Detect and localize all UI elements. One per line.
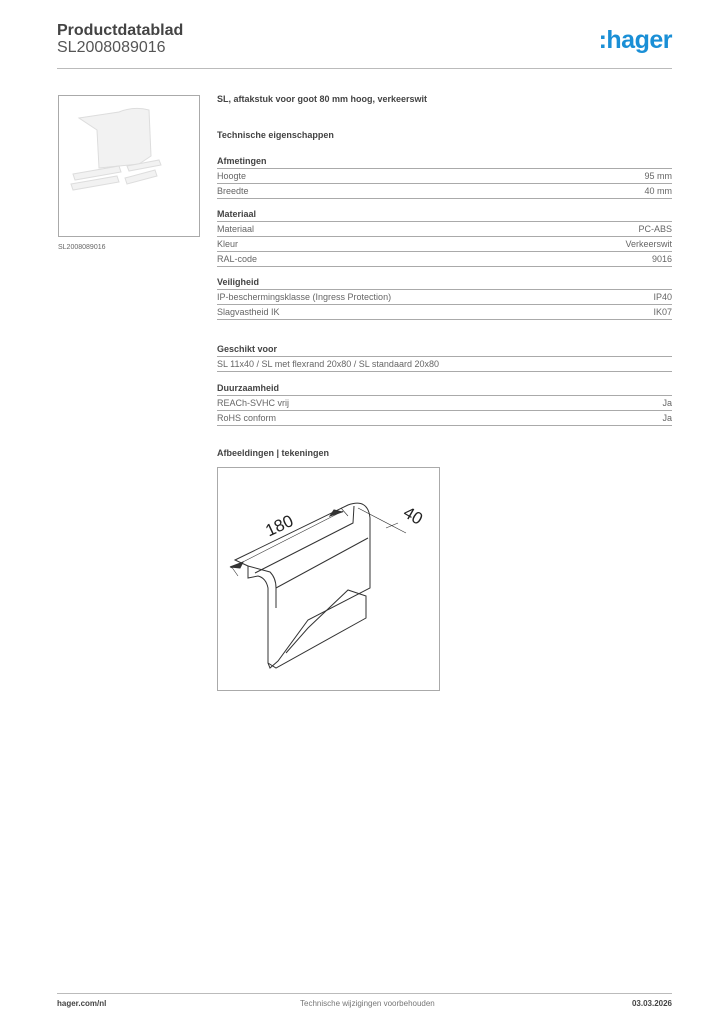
row-label: SL 11x40 / SL met flexrand 20x80 / SL standaard 20x80 [217, 359, 439, 369]
row-label: Kleur [217, 239, 239, 249]
section-title: Duurzaamheid [217, 381, 672, 396]
table-row [217, 290, 672, 305]
footer-divider [57, 993, 672, 994]
row-value: 40 mm [644, 186, 672, 196]
table-row [217, 252, 672, 267]
table-row [217, 222, 672, 237]
technical-drawing [217, 467, 440, 691]
row-value: IK07 [653, 307, 672, 317]
section-materiaal [217, 207, 672, 267]
table-row [217, 357, 672, 372]
dimension-width: 40 [400, 502, 426, 529]
product-image [58, 95, 200, 237]
table-row [217, 411, 672, 426]
row-label: Hoogte [217, 171, 247, 181]
footer-notice: Technische wijzigingen voorbehouden [300, 999, 435, 1008]
row-label: RAL-code [217, 254, 258, 264]
tech-heading: Technische eigenschappen [217, 130, 334, 140]
row-label: Materiaal [217, 224, 255, 234]
row-label: IP-beschermingsklasse (Ingress Protection) [217, 292, 392, 302]
row-value: Verkeerswit [625, 239, 672, 249]
section-veiligheid [217, 275, 672, 320]
row-value: IP40 [653, 292, 672, 302]
row-label: RoHS conform [217, 413, 277, 423]
dimension-length: 180 [262, 511, 297, 541]
section-afmetingen [217, 154, 672, 199]
row-value: PC-ABS [638, 224, 672, 234]
table-row [217, 305, 672, 320]
table-row [217, 184, 672, 199]
hager-logo: :hager [598, 26, 672, 54]
product-id: SL2008089016 [57, 39, 166, 56]
section-title: Afmetingen [217, 154, 672, 169]
row-label: Slagvastheid IK [217, 307, 280, 317]
section-title: Geschikt voor [217, 342, 672, 357]
row-value: Ja [662, 413, 672, 423]
row-value: 95 mm [644, 171, 672, 181]
logo-text: hager [606, 26, 672, 54]
table-row [217, 237, 672, 252]
row-label: REACh-SVHC vrij [217, 398, 290, 408]
section-geschikt-voor [217, 342, 672, 372]
row-label: Breedte [217, 186, 249, 196]
row-value: 9016 [651, 254, 672, 264]
page-title: Productdatablad [57, 22, 184, 39]
drawings-heading: Afbeeldingen | tekeningen [217, 448, 330, 458]
product-description: SL, aftakstuk voor goot 80 mm hoog, verkeerswit [217, 94, 428, 104]
section-title: Materiaal [217, 207, 672, 222]
header-divider [57, 68, 672, 69]
table-row [217, 396, 672, 411]
section-duurzaamheid [217, 381, 672, 426]
section-title: Veiligheid [217, 275, 672, 290]
footer-website[interactable]: hager.com/nl [57, 999, 107, 1008]
table-row [217, 169, 672, 184]
row-value: Ja [662, 398, 672, 408]
footer-date: 03.03.2026 [631, 999, 672, 1008]
image-caption: SL2008089016 [58, 244, 106, 251]
